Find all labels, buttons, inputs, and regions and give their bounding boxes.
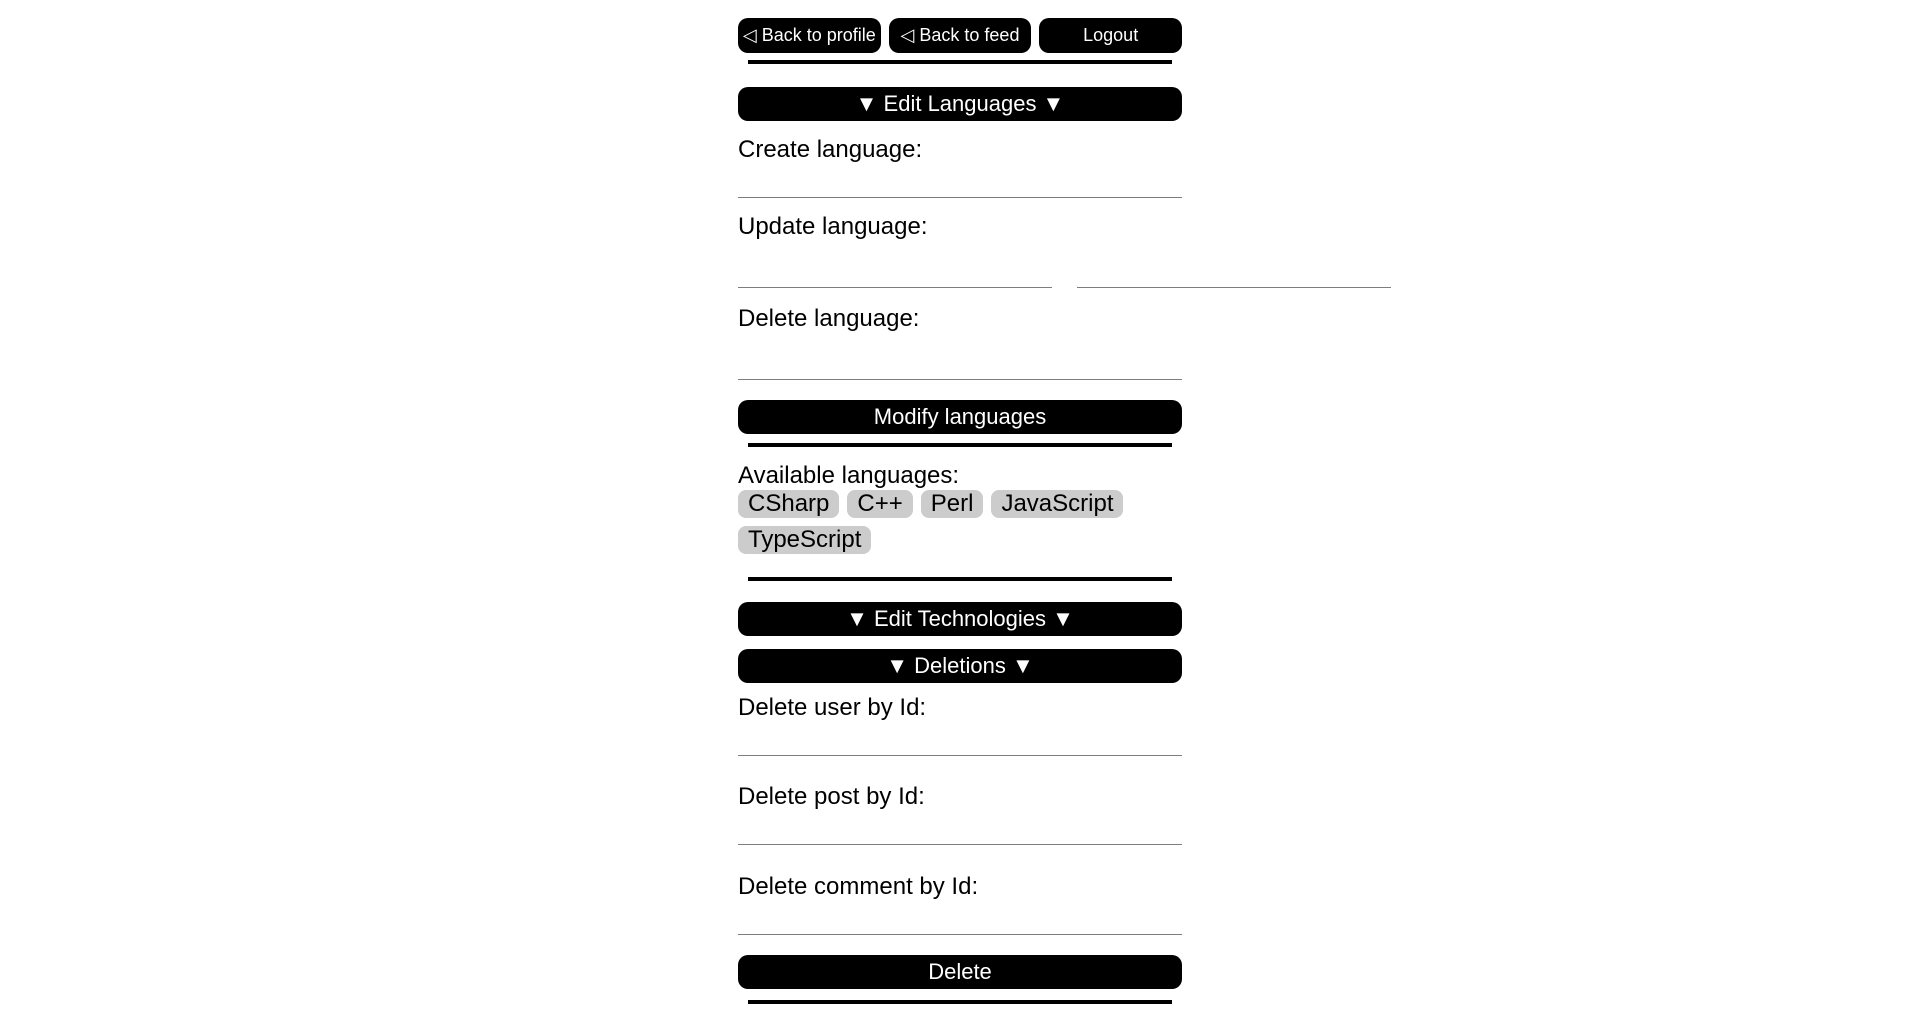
back-to-feed-button[interactable]: ◁ Back to feed [889, 18, 1032, 53]
edit-technologies-toggle[interactable]: ▼ Edit Technologies ▼ [738, 602, 1182, 636]
language-tag: JavaScript [991, 490, 1123, 518]
update-language-label: Update language: [738, 213, 928, 240]
delete-button[interactable]: Delete [738, 955, 1182, 989]
language-tag: CSharp [738, 490, 839, 518]
language-tag: C++ [847, 490, 912, 518]
update-language-inputs [738, 254, 1182, 288]
admin-panel [738, 0, 1182, 1004]
language-tag: TypeScript [738, 526, 871, 554]
language-tag-list [738, 490, 1182, 562]
delete-comment-label: Delete comment by Id: [738, 873, 979, 900]
section-divider [748, 60, 1172, 64]
section-divider [748, 577, 1172, 581]
delete-language-input[interactable] [738, 346, 1182, 380]
delete-post-label: Delete post by Id: [738, 783, 925, 810]
top-nav [738, 18, 1182, 53]
delete-user-input[interactable] [738, 722, 1182, 756]
delete-comment-input[interactable] [738, 901, 1182, 935]
deletions-toggle[interactable]: ▼ Deletions ▼ [738, 649, 1182, 683]
language-tag: Perl [921, 490, 984, 518]
update-language-old-input[interactable] [738, 254, 1052, 288]
create-language-label: Create language: [738, 136, 923, 163]
back-to-profile-button[interactable]: ◁ Back to profile [738, 18, 881, 53]
available-languages-label: Available languages: [738, 462, 960, 489]
delete-language-label: Delete language: [738, 305, 920, 332]
section-divider [748, 1000, 1172, 1004]
update-language-new-input[interactable] [1077, 254, 1391, 288]
delete-post-input[interactable] [738, 811, 1182, 845]
logout-button[interactable]: Logout [1039, 18, 1182, 53]
modify-languages-button[interactable]: Modify languages [738, 400, 1182, 434]
section-divider [748, 443, 1172, 447]
edit-languages-toggle[interactable]: ▼ Edit Languages ▼ [738, 87, 1182, 121]
create-language-input[interactable] [738, 164, 1182, 198]
delete-user-label: Delete user by Id: [738, 694, 927, 721]
